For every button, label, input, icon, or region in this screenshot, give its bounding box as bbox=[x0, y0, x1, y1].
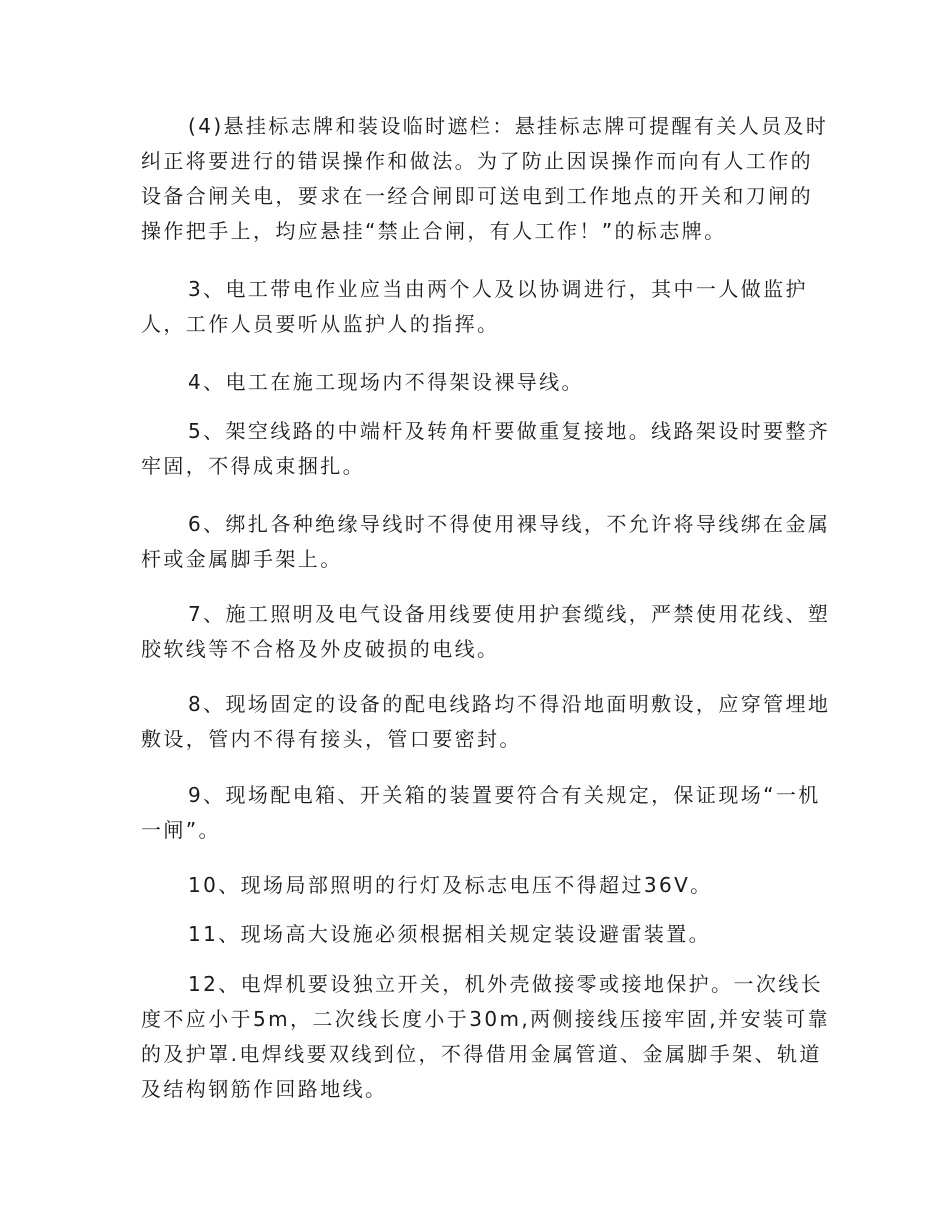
paragraph-line: 3、电工带电作业应当由两个人及以协调进行，其中一人做监护 bbox=[188, 277, 808, 301]
paragraph-line: 12、电焊机要设独立开关，机外壳做接零或接地保护。一次线长 bbox=[188, 972, 824, 996]
paragraph-line: 8、现场固定的设备的配电线路均不得沿地面明敷设，应穿管埋地 bbox=[188, 692, 831, 716]
paragraph-line: (4)悬挂标志牌和装设临时遮栏：悬挂标志牌可提醒有关人员及时 bbox=[188, 114, 829, 138]
paragraph-line: 11、现场高大设施必须根据相关规定装设避雷装置。 bbox=[188, 922, 712, 946]
paragraph-line: 9、现场配电箱、开关箱的装置要符合有关规定，保证现场“一机 bbox=[188, 783, 821, 807]
paragraph-line: 10、现场局部照明的行灯及标志电压不得超过36V。 bbox=[188, 873, 713, 897]
paragraph-item-7 bbox=[141, 597, 831, 667]
paragraph-line: 敷设，管内不得有接头，管口要密封。 bbox=[141, 727, 522, 751]
paragraph-line: 设备合闸关电，要求在一经合闸即可送电到工作地点的开关和刀闸的 bbox=[141, 184, 813, 208]
paragraph-line: 度不应小于5m，二次线长度小于30m,两侧接线压接牢固,并安装可靠 bbox=[141, 1007, 831, 1031]
paragraph-line: 操作把手上，均应悬挂“禁止合闸，有人工作！”的标志牌。 bbox=[141, 219, 727, 243]
paragraph-line: 一闸”。 bbox=[141, 818, 221, 842]
paragraph-4-signs bbox=[141, 109, 829, 249]
paragraph-item-6 bbox=[141, 507, 831, 577]
paragraph-item-9 bbox=[141, 778, 821, 848]
paragraph-line: 7、施工照明及电气设备用线要使用护套缆线，严禁使用花线、塑 bbox=[188, 602, 831, 626]
paragraph-line: 胶软线等不合格及外皮破损的电线。 bbox=[141, 637, 500, 661]
paragraph-item-4 bbox=[141, 365, 821, 400]
paragraph-line: 4、电工在施工现场内不得架设裸导线。 bbox=[188, 370, 584, 394]
paragraph-item-3 bbox=[141, 272, 821, 342]
paragraph-item-8 bbox=[141, 687, 831, 757]
paragraph-line: 牢固，不得成束捆扎。 bbox=[141, 454, 365, 478]
paragraph-item-11 bbox=[141, 917, 821, 952]
paragraph-item-5 bbox=[141, 414, 831, 484]
paragraph-line: 5、架空线路的中端杆及转角杆要做重复接地。线路架设时要整齐 bbox=[188, 419, 831, 443]
paragraph-line: 的及护罩.电焊线要双线到位，不得借用金属管道、金属脚手架、轨道 bbox=[141, 1042, 822, 1066]
paragraph-line: 纠正将要进行的错误操作和做法。为了防止因误操作而向有人工作的 bbox=[141, 149, 813, 173]
paragraph-line: 6、绑扎各种绝缘导线时不得使用裸导线，不允许将导线绑在金属 bbox=[188, 512, 831, 536]
paragraph-item-12 bbox=[141, 967, 831, 1107]
paragraph-line: 人，工作人员要听从监护人的指挥。 bbox=[141, 312, 500, 336]
paragraph-item-10 bbox=[141, 868, 821, 903]
paragraph-line: 及结构钢筋作回路地线。 bbox=[141, 1077, 388, 1101]
paragraph-line: 杆或金属脚手架上。 bbox=[141, 547, 343, 571]
